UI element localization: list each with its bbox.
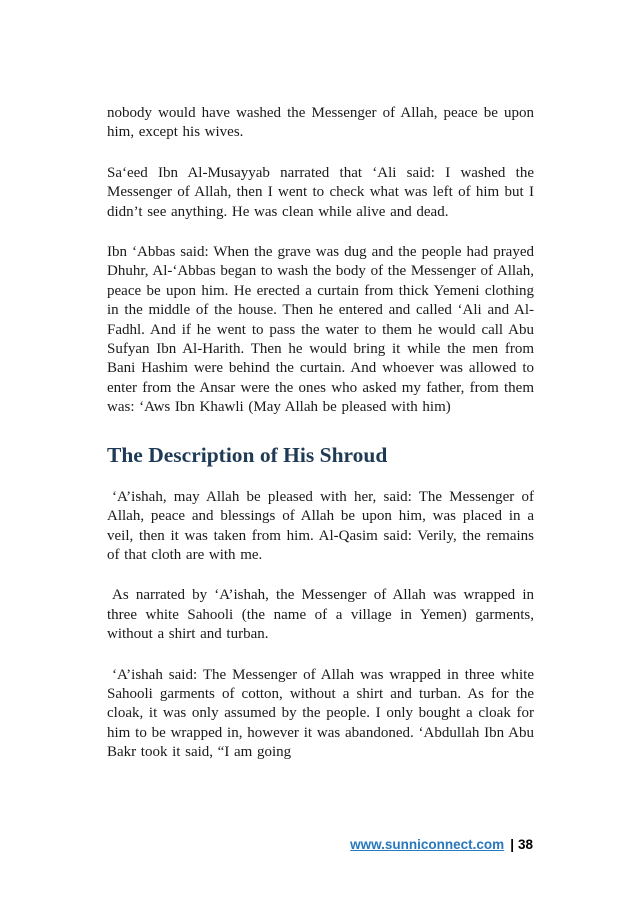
website-link[interactable]: www.sunniconnect.com [350, 837, 505, 852]
section-heading-description-of-shroud: The Description of His Shroud [107, 442, 388, 467]
footer-separator: | [510, 837, 514, 852]
paragraph-ibn-abbas-narration: Ibn ‘Abbas said: When the grave was dug and the people had prayed Dhuhr, Al-‘Abbas began to wash the body of the Messenger of Allah, peace be upon him. He erected a curtain from thick Yemeni clothing in the middle of the house. Then he entered and called ‘Ali and Al-Fadhl. And if he went to pass the water to them he would call Abu Sufyan Ibn Al-Harith. Then he would bring it while the men from Bani Hashim were behind the curtain. And whoever was allowed to enter from the Ansar were the ones who asked my father, from them was: ‘Aws Ibn Khawli (May Allah be pleased with him) [107, 244, 534, 416]
paragraph-saeed-narration: Sa‘eed Ibn Al-Musayyab narrated that ‘Ali said: I washed the Messenger of Allah, then I went to check what was left of him but I didn’t see anything. He was clean while alive and dead. [107, 164, 534, 220]
paragraph-washing-wives: nobody would have washed the Messenger of Allah, peace be upon him, except his wives. [107, 105, 534, 141]
paragraph-sahooli-garments: As narrated by ‘A’ishah, the Messenger of Allah was wrapped in three white Sahooli (the name of a village in Yemen) garments, without a shirt and turban. [107, 587, 534, 643]
paragraph-aishah-veil: ‘A’ishah, may Allah be pleased with her, said: The Messenger of Allah, peace and blessings of Allah be upon him, was placed in a veil, then it was taken from him. Al-Qasim said: Verily, the remains of that cloth are with me. [107, 488, 534, 563]
page-footer [350, 837, 533, 852]
page-content [107, 104, 534, 784]
paragraph-aishah-cloak: ‘A’ishah said: The Messenger of Allah was wrapped in three white Sahooli garments of cotton, without a shirt and turban. As for the cloak, it was only assumed by the people. I only bought a cloak for him to be wrapped in, however it was abandoned. ‘Abdullah Ibn Abu Bakr took it said, “I am going [107, 666, 534, 761]
page-number: 38 [517, 837, 533, 852]
